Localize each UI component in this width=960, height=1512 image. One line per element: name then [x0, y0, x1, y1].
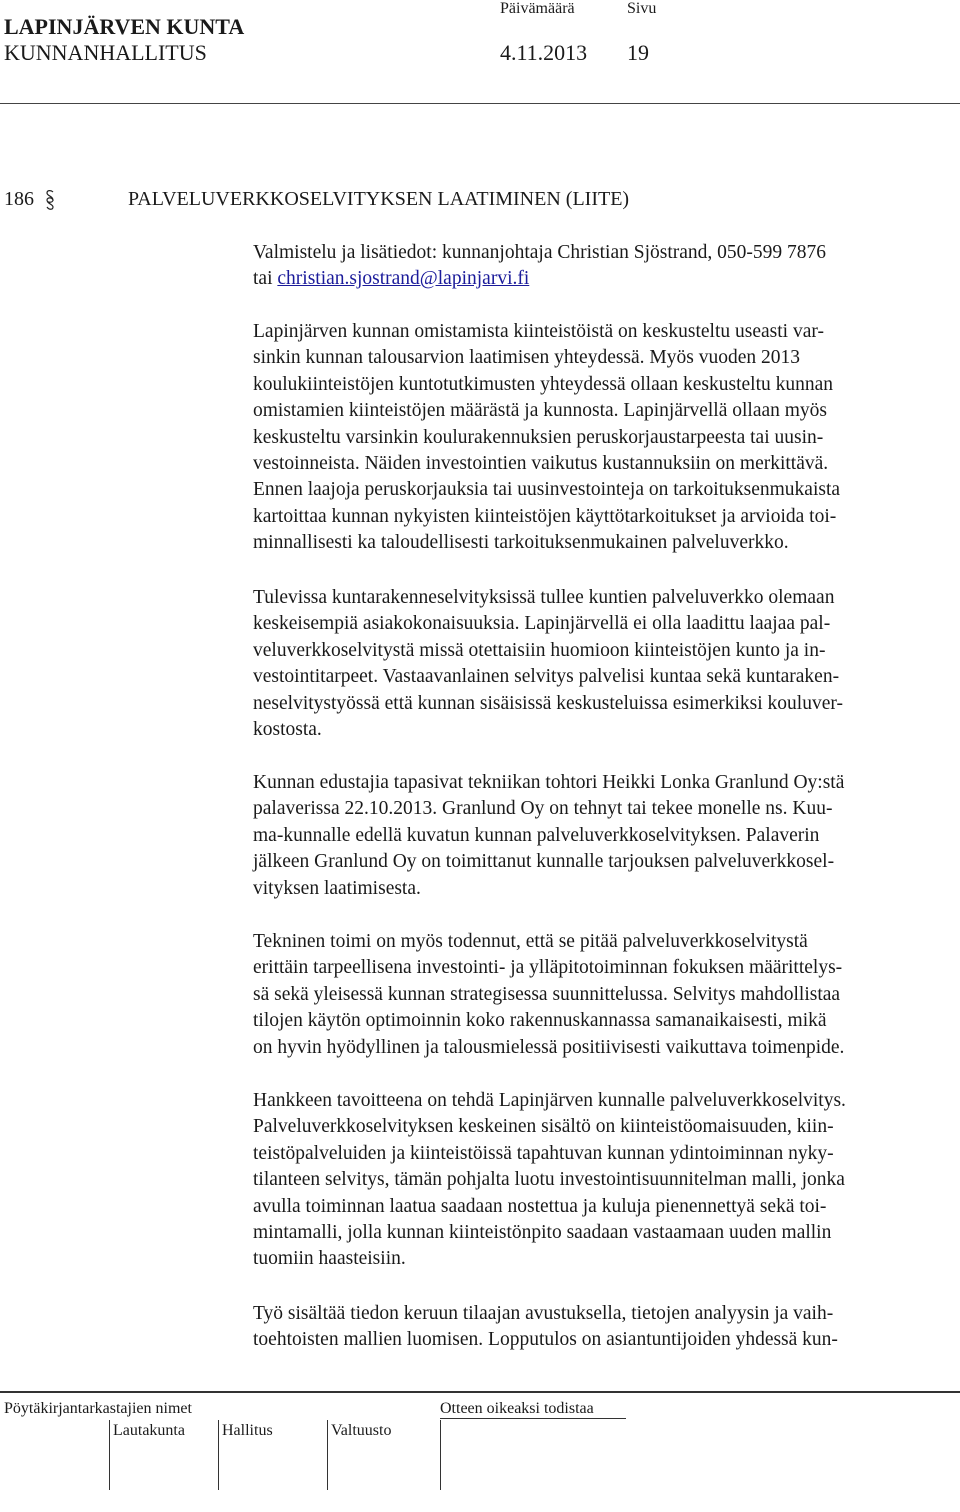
paragraph-line: ma-kunnalle edellä kuvatun kunnan palveluverkkoselvityksen. Palaverin [253, 824, 820, 846]
paragraph-line: keskeisempiä asiakokonaisuuksia. Lapinjärvellä ei olla laadittu laajaa pal- [253, 613, 831, 635]
paragraph-line: tilojen käytön optimoinnin koko rakennuskannassa samanaikaisesti, mikä [253, 1010, 827, 1032]
paragraph-1 [253, 319, 953, 557]
board-name: KUNNANHALLITUS [4, 40, 207, 65]
paragraph-line: avulla toiminnan laatua saadaan nostettua ja kuluja pienennettyä sekä toi- [253, 1195, 827, 1217]
section-sign-icon [43, 188, 56, 212]
certified-copy-label: Otteen oikeaksi todistaa [440, 1400, 594, 1417]
paragraph-line: mintamalli, jolla kunnan kiinteistönpito saadaan vastaamaan uuden mallin [253, 1221, 832, 1243]
paragraph-4 [253, 929, 953, 1061]
minutes-checkers-label: Pöytäkirjantarkastajien nimet [4, 1400, 192, 1417]
date-label: Päivämäärä [500, 0, 575, 17]
header-divider [0, 103, 960, 104]
paragraph-5 [253, 1088, 953, 1273]
paragraph-line: Tekninen toimi on myös todennut, että se pitää palveluverkkoselvitystä [253, 931, 808, 952]
paragraph-line: tuomiin haasteisiin. [253, 1248, 406, 1270]
paragraph-line: sinkin kunnan talousarvion laatimisen yhteydessä. Myös vuoden 2013 [253, 347, 801, 369]
paragraph-line: Työ sisältää tiedon keruun tilaajan avustuksella, tietojen analyysin ja vaih- [253, 1303, 834, 1324]
section-number: 186 [4, 188, 34, 210]
paragraph-line: vityksen laatimisesta. [253, 877, 421, 899]
paragraph-line: Tulevissa kuntarakenneselvityksissä tullee kuntien palveluverkko olemaan [253, 587, 835, 608]
email-link[interactable]: christian.sjostrand@lapinjarvi.fi [277, 268, 530, 290]
organization-name: LAPINJÄRVEN KUNTA [4, 14, 245, 39]
paragraph-6 [253, 1301, 953, 1354]
paragraph-2 [253, 585, 953, 743]
footer-column-council: Valtuusto [331, 1422, 392, 1439]
paragraph-3 [253, 770, 953, 902]
paragraph-line: teistöpalveluiden ja kiinteistöissä tapahtuvan kunnan ydintoiminnan nyky- [253, 1142, 834, 1164]
paragraph-line: koulukiinteistöjen kuntotutkimusten yhteydessä ollaan keskusteltu kunnan [253, 373, 834, 395]
paragraph-line: jälkeen Granlund Oy on toimittanut kunnalle tarjouksen palveluverkkosel- [253, 851, 835, 873]
paragraph-line: tilanteen selvitys, tämän pohjalta luotu investointisuunnitelman malli, jonka [253, 1169, 845, 1191]
footer-column-board: Lautakunta [113, 1422, 185, 1439]
paragraph-line: minnallisesti ka taloudellisesti tarkoituksenmukainen palveluverkko. [253, 532, 789, 554]
page-label: Sivu [627, 0, 657, 17]
paragraph-line: omistamien kiinteistöjen määrästä ja kunnosta. Lapinjärvellä ollaan myös [253, 400, 828, 422]
paragraph-line: on hyvin hyödyllinen ja talousmielessä positiivisesti vaikuttava toimenpide. [253, 1036, 845, 1058]
paragraph-line: Kunnan edustajia tapasivat tekniikan tohtori Heikki Lonka Granlund Oy:stä [253, 772, 845, 793]
paragraph-line: sä sekä yleisessä kunnan strategisessa suunnittelussa. Selvitys mahdollistaa [253, 983, 841, 1005]
paragraph-line: kostosta. [253, 718, 322, 740]
paragraph-line: kartoittaa kunnan nykyisten kiinteistöjen käyttötarkoitukset ja arvioida toi- [253, 505, 837, 527]
paragraph-line: erittäin tarpeellisena investointi- ja ylläpitotoiminnan fokuksen määrittelys- [253, 957, 843, 979]
paragraph-line: veluverkkoselvitystä missä otettaisiin huomioon kiinteistöjen kunto ja in- [253, 639, 826, 661]
preparation-info [253, 240, 953, 293]
preparation-line: Valmistelu ja lisätiedot: kunnanjohtaja Christian Sjöstrand, 050-599 7876 [253, 242, 827, 263]
paragraph-line: toehtoisten mallien luomisen. Lopputulos on asiantuntijoiden yhdessä kun- [253, 1329, 838, 1351]
paragraph-line: Lapinjärven kunnan omistamista kiinteistöistä on keskusteltu useasti var- [253, 321, 824, 342]
paragraph-line: Palveluverkkoselvityksen keskeinen sisältö on kiinteistöomaisuuden, kiin- [253, 1116, 834, 1138]
paragraph-line: palaverissa 22.10.2013. Granlund Oy on tehnyt tai tekee monelle ns. Kuu- [253, 798, 833, 820]
preparation-prefix: tai [253, 268, 278, 290]
paragraph-line: vestoinneista. Näiden investointien vaikutus kustannuksiin on merkittävä. [253, 452, 829, 474]
signature-box [440, 1420, 960, 1490]
paragraph-line: neselvitystyössä että kunnan sisäisissä keskusteluissa esimerkiksi kouluver- [253, 692, 843, 714]
certified-copy-underline [440, 1418, 626, 1419]
section-title: PALVELUVERKKOSELVITYKSEN LAATIMINEN (LIITE) [128, 188, 630, 210]
preparation-contact [253, 266, 953, 292]
paragraph-line: keskusteltu varsinkin koulurakennuksien peruskorjaustarpeesta tai uusin- [253, 426, 824, 448]
footer-divider [0, 1391, 960, 1393]
meeting-date: 4.11.2013 [500, 40, 588, 65]
paragraph-line: Hankkeen tavoitteena on tehdä Lapinjärven kunnalle palveluverkkoselvitys. [253, 1090, 846, 1111]
page-number: 19 [627, 40, 649, 65]
paragraph-line: Ennen laajoja peruskorjauksia tai uusinvestointeja on tarkoituksenmukaista [253, 479, 841, 501]
paragraph-line: vestointitarpeet. Vastaavanlainen selvitys palvelisi kuntaa sekä kuntaraken- [253, 666, 840, 688]
footer-column-government: Hallitus [222, 1422, 273, 1439]
